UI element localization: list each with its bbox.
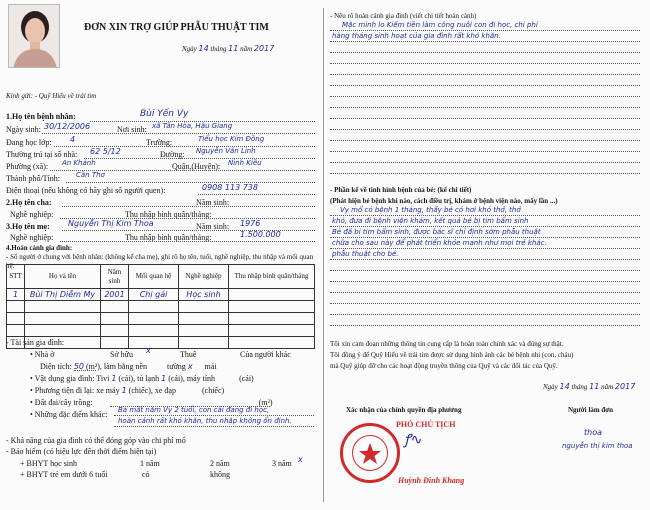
assets-label: - Tài sản gia đình:: [6, 338, 65, 347]
fridge-value[interactable]: 1: [161, 374, 167, 383]
view-line: [330, 270, 640, 271]
situation-line: [330, 41, 640, 42]
special-line-1: [114, 415, 314, 416]
situation-line: [330, 30, 640, 31]
patient-class-label: Đang học lớp:: [6, 138, 52, 147]
table-cell[interactable]: 1: [7, 289, 25, 301]
father-label: 2.Họ tên cha:: [6, 198, 52, 207]
land-row: • Đất đai/cây trồng: (m²): [30, 398, 273, 407]
special-text-1[interactable]: Ba mất năm Vy 2 tuổi, con cái đang đi học,: [118, 406, 270, 414]
household-header-row: [7, 265, 315, 289]
shared-label: Của người khác: [240, 350, 291, 359]
table-cell[interactable]: [179, 301, 229, 313]
situation-line: [330, 140, 640, 141]
view-text-4[interactable]: chữa cho sau này để phát triển khỏe mạnh như mọi trẻ khác.: [332, 239, 547, 247]
view-line: [330, 226, 640, 227]
patient-photo: [8, 4, 60, 68]
own-label: Sở hữu: [110, 350, 134, 359]
table-row: [7, 325, 315, 337]
official-stamp-star: [352, 435, 388, 471]
situation-label: - Nêu rõ hoàn cảnh gia đình (viết chi tiết hoàn cảnh): [330, 12, 477, 20]
table-cell[interactable]: 2001: [101, 289, 129, 301]
bhyt-child-label: + BHYT trẻ em dưới 6 tuổi: [20, 470, 108, 479]
patient-district-label: Quận,(Huyện):: [172, 162, 221, 171]
view-line: [330, 248, 640, 249]
mother-label: 3.Họ tên mẹ:: [6, 222, 50, 231]
view-line: [330, 303, 640, 304]
patient-school[interactable]: Tiểu học Kim Đồng: [198, 135, 265, 143]
special-label: • Những đặc điểm khác:: [30, 410, 108, 419]
applicant-name: nguyễn thị kim thoa: [562, 442, 633, 450]
view-line: [330, 281, 640, 282]
table-cell[interactable]: [129, 301, 179, 313]
view-line: [330, 325, 640, 326]
patient-birthplace-label: Nơi sinh:: [117, 125, 147, 134]
authority-title: PHÓ CHỦ TỊCH: [396, 420, 456, 429]
insurance-label: - Bảo hiểm (có hiệu lực đến thời điểm hiện tại): [6, 447, 157, 456]
patient-address[interactable]: 62 5/12: [90, 147, 121, 156]
household-note: - Số người ở chung với bệnh nhân: (không kể cha mẹ), ghi rõ họ tên, tuổi, nghề nghiệp, thu nhập và mối quan hệ.: [6, 252, 314, 270]
one-year-label: 1 năm: [140, 459, 160, 468]
table-cell[interactable]: [129, 325, 179, 337]
household-col-relation: Mối quan hệ: [129, 265, 179, 289]
patient-dob-label: Ngày sinh:: [6, 125, 41, 134]
table-cell[interactable]: [229, 337, 315, 349]
household-table: [6, 264, 315, 349]
patient-city[interactable]: Cần Thơ: [76, 171, 105, 179]
table-cell[interactable]: [129, 337, 179, 349]
authority-signature: ꝭ∿: [404, 432, 423, 448]
household-label: 4.Hoàn cảnh gia đình:: [6, 244, 73, 252]
patient-city-label: Thành phố/Tỉnh:: [6, 174, 60, 183]
table-cell[interactable]: Bùi Thị Diễm My: [25, 289, 101, 301]
form-title: ĐƠN XIN TRỢ GIÚP PHẪU THUẬT TIM: [84, 22, 269, 33]
situation-line: [330, 74, 640, 75]
footer-date: Ngày 14 tháng 11 năm 2017: [543, 382, 636, 391]
father-job-label: Nghề nghiệp:: [10, 210, 54, 219]
commit-line-3: mà Quỹ giúp đỡ cho các hoạt động truyền thông của Quỹ và các đối tác của Quỹ.: [330, 362, 558, 370]
patient-street[interactable]: Nguyễn Văn Linh: [196, 147, 256, 155]
view-sub: (Phát hiện bé bệnh khi nào, cách điều trị, khám ở bệnh viện nào, mấy lần ...): [330, 197, 558, 205]
situation-line: [330, 85, 640, 86]
table-cell[interactable]: [101, 313, 129, 325]
situation-line: [330, 107, 640, 108]
table-cell[interactable]: [101, 337, 129, 349]
house-label: • Nhà ở: [30, 350, 55, 359]
pay-label: - Khả năng của gia đình có thể đóng góp vào chi phí mổ: [6, 436, 186, 445]
patient-name[interactable]: Bùi Yến Vy: [140, 109, 189, 119]
table-cell[interactable]: [179, 325, 229, 337]
patient-phone-label: Điện thoại (nếu không có hãy ghi số người quen):: [6, 186, 166, 195]
commit-line-1: Tôi xin cam đoan những thông tin cung cấp là hoàn toàn chính xác và đúng sự thật.: [330, 340, 564, 348]
patient-dob[interactable]: 30/12/2006: [44, 122, 91, 131]
table-cell[interactable]: Chị gái: [129, 289, 179, 301]
situation-text-1[interactable]: Mặc mình lo Kiếm tiền làm công nuôi con đi học, chi phí: [342, 21, 538, 29]
patient-ward[interactable]: An Khánh: [62, 159, 96, 167]
table-cell[interactable]: [25, 325, 101, 337]
address-line: [84, 158, 315, 159]
special-line-2: [114, 426, 314, 427]
situation-line: [330, 63, 640, 64]
view-line: [330, 215, 640, 216]
special-text-2[interactable]: hoàn cảnh rất khó khăn, thu nhập không ổn định.: [118, 417, 292, 425]
table-cell[interactable]: [25, 313, 101, 325]
mother-dob[interactable]: 1976: [240, 219, 261, 228]
table-cell[interactable]: [229, 325, 315, 337]
mother-job-line: [60, 241, 315, 242]
table-row: [7, 301, 315, 313]
column-divider: [323, 8, 324, 502]
items-row: • Vật dụng gia đình: Tivi 1 (cái), tủ lạnh 1 (cái), máy tính (cái): [30, 374, 254, 383]
household-col-stt: STT: [7, 265, 25, 289]
situation-text-2[interactable]: hàng tháng sinh hoạt của gia đình rất khó khăn.: [332, 32, 501, 40]
table-cell[interactable]: [129, 313, 179, 325]
commit-line-2: Tôi đồng ý để Quỹ Hiểu về trái tim được sử dụng hình ảnh các bé bệnh nhi (con, cháu): [330, 351, 574, 359]
patient-name-label: 1.Họ tên bệnh nhân:: [6, 112, 76, 121]
header-date: Ngày 14 tháng 11 năm 2017: [182, 44, 275, 53]
authority-name: Huỳnh Đình Khang: [398, 476, 465, 485]
household-col-year: Năm sinh: [101, 265, 129, 289]
view-line: [330, 314, 640, 315]
view-line: [330, 259, 640, 260]
table-cell[interactable]: [25, 301, 101, 313]
father-line: [62, 206, 315, 207]
table-cell[interactable]: [7, 301, 25, 313]
patient-class[interactable]: 4: [70, 135, 76, 144]
table-row: [7, 313, 315, 325]
table-cell[interactable]: [179, 313, 229, 325]
own-mark[interactable]: x: [146, 346, 151, 355]
mother-dob-label: Năm sinh:: [196, 222, 230, 231]
view-label: - Phần kể về tình hình bệnh của bé: (kể chi tiết): [330, 186, 472, 194]
three-year-mark[interactable]: x: [298, 455, 303, 464]
table-cell[interactable]: [229, 289, 315, 301]
table-cell[interactable]: [229, 313, 315, 325]
situation-line: [330, 52, 640, 53]
situation-line: [330, 129, 640, 130]
rent-label: Thuê: [180, 350, 197, 359]
table-row: [7, 289, 315, 301]
household-col-income: Thu nhập bình quân/tháng: [229, 265, 315, 289]
patient-ward-label: Phường (xã):: [6, 162, 49, 171]
wall-mark[interactable]: x: [187, 362, 193, 371]
patient-phone[interactable]: 0908 113 738: [202, 183, 258, 192]
phone-line: [198, 194, 315, 195]
situation-line: [330, 118, 640, 119]
view-text-3[interactable]: Bé đã bị tim bẩm sinh, được bác sĩ chỉ định sớm phẫu thuật: [332, 228, 541, 236]
situation-line: [330, 96, 640, 97]
view-text-5[interactable]: phẫu thuật cho bé.: [332, 250, 399, 258]
table-cell[interactable]: Học sinh: [179, 289, 229, 301]
child-yes-label: có: [142, 470, 150, 479]
mother-job-label: Nghề nghiệp:: [10, 233, 54, 242]
situation-line: [330, 151, 640, 152]
father-income-label: Thu nhập bình quân/tháng:: [125, 210, 212, 219]
household-col-job: Nghề nghiệp: [179, 265, 229, 289]
patient-address-label: Thường trú tại số nhà:: [6, 150, 78, 159]
recipient-line: Kính gửi: - Quỹ Hiểu về trái tim: [6, 92, 97, 100]
mother-income[interactable]: 1.500.000: [240, 230, 281, 239]
area-row: Diện tích: 50 (m²), làm bằng nền tường x mái: [40, 362, 217, 371]
view-line: [330, 292, 640, 293]
mother-name[interactable]: Nguyễn Thị Kim Thoa: [68, 219, 154, 228]
applicant-signature: thoa: [584, 428, 603, 437]
authority-label: Xác nhận của chính quyền địa phương: [346, 406, 462, 414]
applicant-label: Người làm đơn: [568, 406, 614, 414]
view-text-2[interactable]: khó, đưa đi bệnh viện khám, kết quả bé bị tim bẩm sinh: [332, 217, 529, 225]
vehicle-row: • Phương tiện đi lại: xe máy 1 (chiếc), xe đạp (chiếc): [30, 386, 225, 395]
table-cell[interactable]: [229, 301, 315, 313]
three-year-label: 3 năm: [272, 459, 292, 468]
two-year-label: 2 năm: [210, 459, 230, 468]
table-cell[interactable]: [101, 301, 129, 313]
table-cell[interactable]: [7, 325, 25, 337]
table-cell[interactable]: [7, 313, 25, 325]
city-line: [66, 182, 315, 183]
child-no-label: không: [210, 470, 230, 479]
motorbike-value[interactable]: 1: [121, 386, 127, 395]
dob-line: [42, 133, 315, 134]
table-cell[interactable]: [179, 337, 229, 349]
area-value[interactable]: 50: [73, 362, 84, 371]
table-cell[interactable]: [101, 325, 129, 337]
situation-line: [330, 173, 640, 174]
view-line: [330, 237, 640, 238]
tv-value[interactable]: 1: [111, 374, 117, 383]
father-dob-label: Năm sinh:: [196, 198, 230, 207]
bhyt-student-label: + BHYT học sinh: [20, 459, 78, 468]
patient-district[interactable]: Ninh Kiều: [228, 159, 262, 167]
patient-birthplace[interactable]: xã Tân Hòa, Hậu Giang: [152, 122, 233, 130]
area-line: [74, 370, 96, 371]
household-col-name: Họ và tên: [25, 265, 101, 289]
situation-line: [330, 162, 640, 163]
patient-street-label: Đường:: [160, 150, 185, 159]
view-text-1[interactable]: Vy mổ có bệnh 1 tháng, thấy bé có hơi khó thở, thở: [340, 206, 521, 214]
mother-income-label: Thu nhập bình quân/tháng:: [125, 233, 212, 242]
patient-school-label: Trường:: [146, 138, 173, 147]
